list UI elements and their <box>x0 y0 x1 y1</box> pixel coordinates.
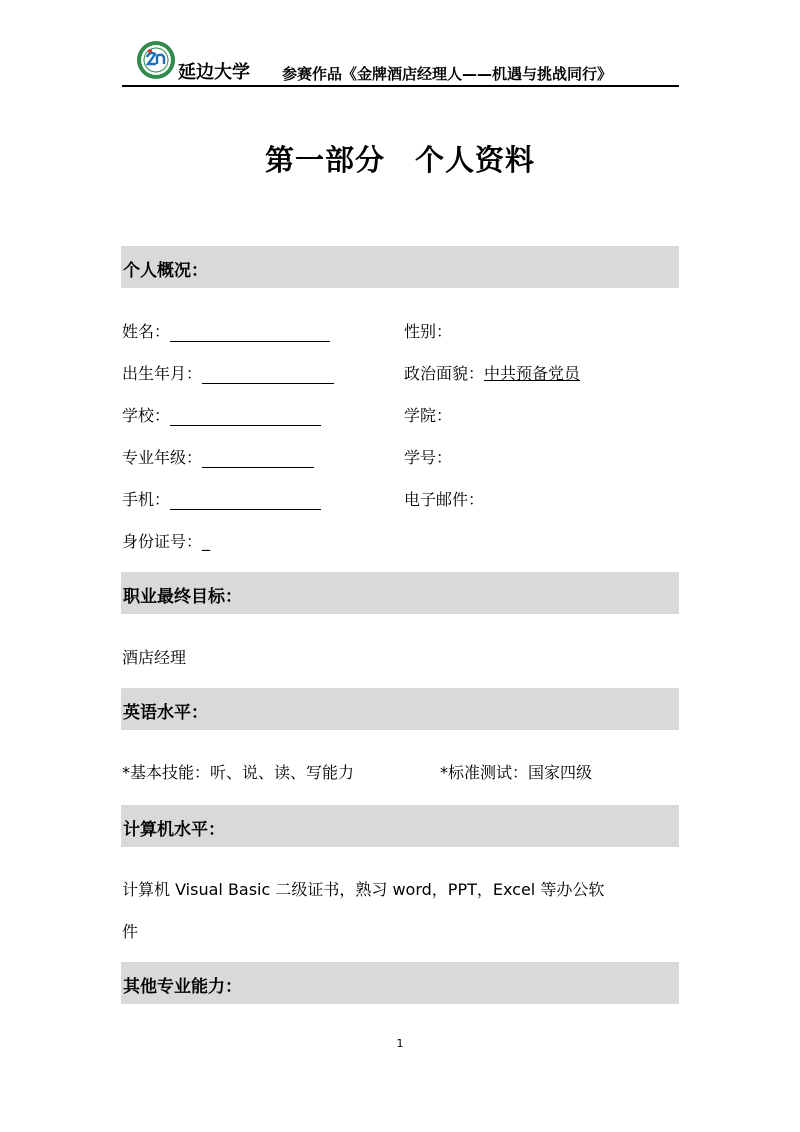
student-id-field <box>404 448 452 468</box>
career-goal-text: 酒店经理 <box>122 648 187 667</box>
name-label: 姓名： <box>122 322 171 341</box>
page-title: 第一部分 个人资料 <box>264 143 535 177</box>
section-heading: 职业最终目标： <box>123 587 242 607</box>
english-test: *标准测试：国家四级 <box>440 763 593 782</box>
email-field <box>404 490 484 510</box>
school-blank <box>170 407 321 426</box>
id-number-label: 身份证号：_ <box>122 532 211 551</box>
student-id-label: 学号： <box>404 448 453 467</box>
section-heading: 个人概况： <box>123 261 208 281</box>
political-label: 政治面貌： <box>404 364 485 383</box>
english-skills: *基本技能：听、说、读、写能力 <box>122 763 355 782</box>
page-number: 1 <box>396 1037 404 1050</box>
name-field <box>122 322 330 342</box>
phone-blank <box>170 491 321 510</box>
email-label: 电子邮件： <box>404 490 485 509</box>
major-blank <box>202 449 314 468</box>
name-blank <box>170 323 330 342</box>
section-personal-overview <box>121 246 679 288</box>
phone-label: 手机： <box>122 490 171 509</box>
section-english <box>121 688 679 730</box>
section-heading: 计算机水平： <box>123 820 225 840</box>
birth-label: 出生年月： <box>122 364 203 383</box>
school-field <box>122 406 321 426</box>
section-other-abilities <box>121 962 679 1004</box>
section-heading: 其他专业能力： <box>123 977 242 997</box>
header-rule <box>122 85 679 87</box>
yanbian-university-seal-icon <box>136 40 176 80</box>
political-field <box>404 364 580 384</box>
college-label: 学院： <box>404 406 453 425</box>
major-label: 专业年级： <box>122 448 203 467</box>
school-label: 学校： <box>122 406 171 425</box>
gender-field <box>404 322 452 342</box>
id-number-field <box>122 532 210 552</box>
birth-field <box>122 364 334 384</box>
competition-subtitle: 参赛作品《金牌酒店经理人——机遇与挑战同行》 <box>282 65 613 83</box>
phone-field <box>122 490 321 510</box>
page-header <box>122 40 679 86</box>
political-value: 中共预备党员 <box>484 364 581 383</box>
university-name: 延边大学 <box>178 62 250 83</box>
section-heading: 英语水平： <box>123 703 208 723</box>
computer-text-line-2: 件 <box>122 922 139 941</box>
computer-text-line-1: 计算机 Visual Basic 二级证书，熟习 word，PPT，Excel 等办公软 <box>122 880 605 899</box>
section-career-goal <box>121 572 679 614</box>
college-field <box>404 406 452 426</box>
birth-blank <box>202 365 334 384</box>
section-computer <box>121 805 679 847</box>
major-field <box>122 448 314 468</box>
gender-label: 性别： <box>404 322 453 341</box>
